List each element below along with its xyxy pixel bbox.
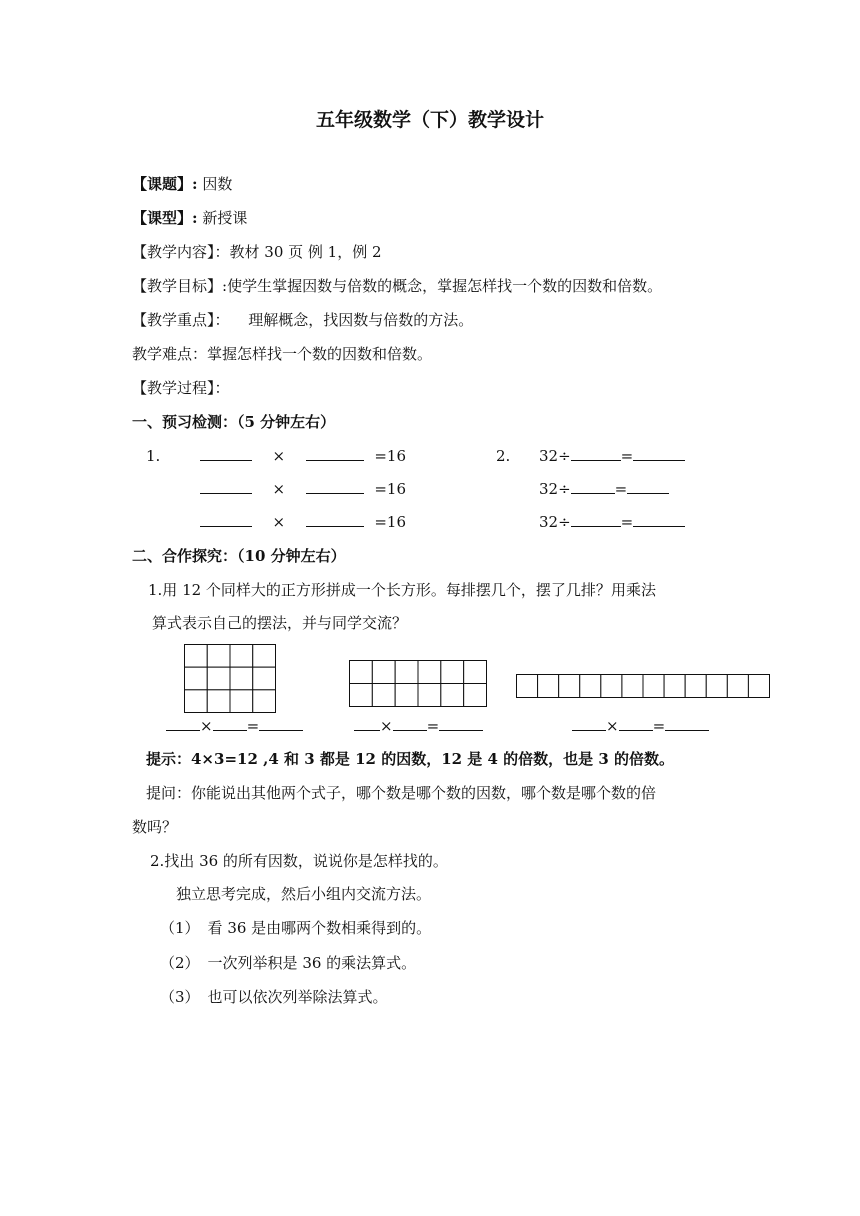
result: =16	[374, 513, 406, 531]
grid-square	[350, 684, 373, 707]
blank[interactable]	[571, 512, 621, 527]
question-line2: 数吗？	[132, 818, 178, 836]
q2-row	[539, 512, 685, 532]
grid-square	[441, 661, 464, 684]
grid-square	[395, 661, 418, 684]
content-label: 【教学内容】：	[132, 243, 230, 261]
task2: 2.找出 36 的所有因数，说说你是怎样找的。	[150, 852, 448, 870]
process-label: 【教学过程】：	[132, 379, 230, 397]
topic-value: 因数	[202, 175, 233, 193]
equals-sign: =	[652, 717, 666, 735]
grid-square	[350, 661, 373, 684]
task1-line1: 1.用 12 个同样大的正方形拼成一个长方形。每排摆几个，摆了几排？用乘法	[148, 581, 656, 599]
grid-square	[230, 690, 253, 713]
step-1	[160, 918, 431, 938]
q2-number: 2.	[496, 447, 511, 465]
step-number: （3）	[160, 988, 200, 1006]
step-text: 也可以依次列举除法算式。	[207, 988, 388, 1006]
grid-square	[441, 684, 464, 707]
times-sign: ×	[606, 717, 619, 735]
q2-row	[539, 446, 685, 466]
topic-line	[132, 174, 232, 194]
step-text: 一次列举积是 36 的乘法算式。	[207, 954, 417, 972]
blank[interactable]	[571, 479, 615, 494]
grid-square	[664, 675, 685, 698]
times-sign: ×	[380, 717, 393, 735]
q1-number: 1.	[146, 447, 161, 465]
blank[interactable]	[665, 716, 709, 731]
grid-square	[685, 675, 706, 698]
times-sign: ×	[200, 717, 213, 735]
blank[interactable]	[166, 716, 200, 731]
result: =16	[374, 480, 406, 498]
step-text: 看 36 是由哪两个数相乘得到的。	[207, 919, 432, 937]
key-value: 理解概念，找因数与倍数的方法。	[248, 311, 474, 329]
grid-square	[207, 690, 230, 713]
grid-square	[418, 684, 441, 707]
blank[interactable]	[306, 479, 364, 494]
equals-sign: =	[614, 480, 628, 498]
grid-square	[253, 645, 276, 668]
blank[interactable]	[633, 512, 685, 527]
grid-equation	[166, 716, 303, 736]
grid-square	[727, 675, 748, 698]
grid-4x3	[184, 644, 276, 713]
times-sign: ×	[272, 480, 286, 498]
grid-square	[580, 675, 601, 698]
grid-square	[230, 645, 253, 668]
grid-square	[207, 645, 230, 668]
grid-square	[418, 661, 441, 684]
grid-square	[253, 667, 276, 690]
blank[interactable]	[200, 512, 252, 527]
blank[interactable]	[572, 716, 606, 731]
equals-sign: =	[426, 717, 440, 735]
times-sign: ×	[272, 447, 286, 465]
blank[interactable]	[259, 716, 303, 731]
topic-label: 【课题】:	[132, 175, 198, 193]
content-value: 教材 30 页 例 1，例 2	[229, 243, 382, 261]
result: =16	[374, 447, 406, 465]
grid-square	[185, 667, 208, 690]
times-sign: ×	[272, 513, 286, 531]
grid-square	[559, 675, 580, 698]
goal-label: 【教学目标】:	[132, 277, 228, 295]
hint: 提示：4×3=12 ,4 和 3 都是 12 的因数，12 是 4 的倍数，也是 3 的倍数。	[146, 750, 675, 768]
content-line	[132, 242, 382, 262]
blank[interactable]	[633, 446, 685, 461]
blank[interactable]	[200, 479, 252, 494]
grid-square	[464, 661, 487, 684]
q1-row	[200, 512, 406, 532]
grid-square	[230, 667, 253, 690]
q1-row	[200, 479, 406, 499]
type-label: 【课型】:	[132, 209, 198, 227]
grid-square	[395, 684, 418, 707]
grid-equation	[572, 716, 709, 736]
grid-square	[185, 690, 208, 713]
q1-row	[200, 446, 406, 466]
equals-sign: =	[620, 513, 634, 531]
grid-6x2	[349, 660, 487, 707]
grid-square	[372, 684, 395, 707]
page-title: 五年级数学（下）教学设计	[315, 109, 544, 131]
dividend: 32÷	[539, 447, 571, 465]
blank[interactable]	[306, 446, 364, 461]
grid-square	[372, 661, 395, 684]
key-label: 【教学重点】：	[132, 311, 230, 329]
section1-heading: 一、预习检测：（5 分钟左右）	[132, 413, 336, 431]
grid-square	[185, 645, 208, 668]
task2-instruction: 独立思考完成，然后小组内交流方法。	[176, 885, 432, 903]
section2-heading: 二、合作探究：（10 分钟左右）	[132, 547, 346, 565]
blank[interactable]	[354, 716, 380, 731]
step-2	[160, 953, 416, 973]
grid-square	[643, 675, 664, 698]
q2-row	[539, 479, 669, 499]
goal-value: 使学生掌握因数与倍数的概念，掌握怎样找一个数的因数和倍数。	[227, 277, 663, 295]
grid-square	[207, 667, 230, 690]
task1-line2: 算式表示自己的摆法，并与同学交流？	[152, 614, 408, 632]
question-line1: 提问：你能说出其他两个式子，哪个数是哪个数的因数，哪个数是哪个数的倍	[146, 784, 657, 802]
equals-sign: =	[620, 447, 634, 465]
blank[interactable]	[393, 716, 427, 731]
dividend: 32÷	[539, 513, 571, 531]
equals-sign: =	[246, 717, 260, 735]
grid-square	[253, 690, 276, 713]
blank[interactable]	[619, 716, 653, 731]
step-number: （2）	[160, 954, 200, 972]
type-line	[132, 208, 247, 228]
blank[interactable]	[306, 512, 364, 527]
step-3	[160, 987, 388, 1007]
type-value: 新授课	[202, 209, 248, 227]
step-number: （1）	[160, 919, 200, 937]
grid-square	[706, 675, 727, 698]
key-line	[132, 310, 473, 330]
difficulty-line: 教学难点：掌握怎样找一个数的因数和倍数。	[132, 345, 433, 363]
blank[interactable]	[439, 716, 483, 731]
grid-equation	[354, 716, 483, 736]
blank[interactable]	[213, 716, 247, 731]
dividend: 32÷	[539, 480, 571, 498]
grid-12x1	[516, 674, 770, 698]
blank[interactable]	[571, 446, 621, 461]
grid-square	[517, 675, 538, 698]
grid-square	[538, 675, 559, 698]
grid-square	[601, 675, 622, 698]
blank[interactable]	[627, 479, 669, 494]
grid-square	[622, 675, 643, 698]
grid-square	[464, 684, 487, 707]
goal-line	[132, 276, 662, 296]
grid-square	[748, 675, 769, 698]
blank[interactable]	[200, 446, 252, 461]
